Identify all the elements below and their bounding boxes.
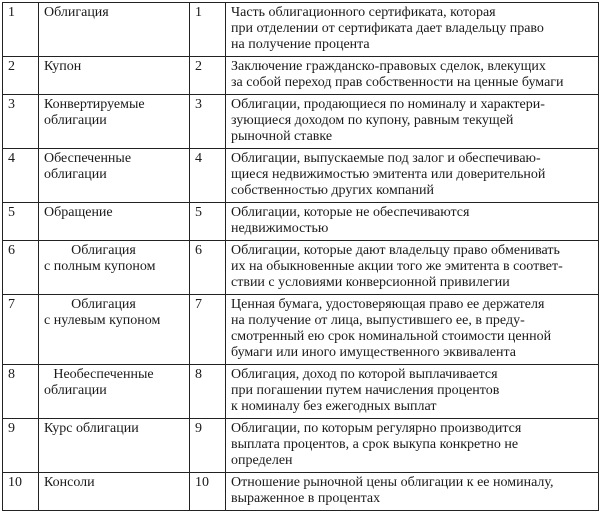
term-line: Конвертируемые [44,97,145,112]
definition-line: ствии с условиями конверсионной привилегии [231,275,510,290]
term-line: Облигация [71,297,136,312]
term-line: облигации [44,167,107,182]
table-body [3,3,599,511]
definition-line: бумаги или иного имущественного эквивалента [231,345,516,360]
right-number-cell: 9 [190,419,226,473]
definition-line: за собой переход прав собственности на ценные бумаги [231,75,564,90]
definition-cell [226,203,599,241]
right-number-cell: 1 [190,3,226,57]
term-line: Необеспеченные [53,367,154,382]
left-number-cell: 10 [3,473,39,511]
term-cell [39,473,190,511]
definition-line: при отделении от сертификата дает владельцу право [231,21,544,36]
right-number-cell: 2 [190,57,226,95]
table-row [3,295,599,365]
definition-line: собственностью других компаний [231,183,434,198]
left-number-cell: 8 [3,365,39,419]
definition-cell [226,419,599,473]
definition-line: выраженное в процентах [231,491,381,506]
left-number-cell: 3 [3,95,39,149]
term-line: облигации [44,113,107,128]
definition-line: к номиналу без ежегодных выплат [231,399,437,414]
definition-cell [226,3,599,57]
definition-line: их на обыкновенные акции того же эмитента в соответ- [231,259,563,274]
right-number-cell: 4 [190,149,226,203]
term-cell [39,295,190,365]
term-cell [39,57,190,95]
term-line: облигации [44,383,107,398]
definition-line: Отношение рыночной цены облигации к ее номиналу, [231,475,554,490]
table-row [3,419,599,473]
right-number-cell: 7 [190,295,226,365]
left-number-cell: 5 [3,203,39,241]
term-line: Обеспеченные [44,151,132,166]
definition-line: Облигации, продающиеся по номиналу и характери- [231,97,545,112]
definition-line: выплата процентов, а срок выкупа конкретно не [231,437,519,452]
term-line: Курс облигации [44,421,139,436]
definition-line: Заключение гражданско-правовых сделок, влекущих [231,59,546,74]
right-number-cell: 6 [190,241,226,295]
right-number-cell: 3 [190,95,226,149]
table-row [3,203,599,241]
definition-line: недвижимостью [231,221,329,236]
definition-cell [226,57,599,95]
table-row [3,241,599,295]
term-cell [39,149,190,203]
definition-line: при погашении путем начисления процентов [231,383,500,398]
term-cell [39,95,190,149]
table-row [3,365,599,419]
definition-line: на получение от лица, выпустившего ее, в преду- [231,313,525,328]
term-line: Обращение [44,205,113,220]
left-number-cell: 4 [3,149,39,203]
definition-cell [226,365,599,419]
term-line: с полным купоном [44,259,156,274]
definition-cell [226,95,599,149]
right-number-cell: 5 [190,203,226,241]
definition-line: Облигация, доход по которой выплачивается [231,367,498,382]
definition-line: щиеся недвижимостью эмитента или доверительной [231,167,546,182]
table-row [3,473,599,511]
term-cell [39,203,190,241]
table-row [3,149,599,203]
term-line: Купон [44,59,82,74]
table-row [3,3,599,57]
term-cell [39,241,190,295]
term-line: Облигация [44,5,109,20]
right-number-cell: 10 [190,473,226,511]
definition-line: Облигации, по которым регулярно производится [231,421,522,436]
definition-cell [226,473,599,511]
term-cell [39,365,190,419]
definition-cell [226,149,599,203]
left-number-cell: 2 [3,57,39,95]
definition-line: Ценная бумага, удостоверяющая право ее держателя [231,297,545,312]
definition-line: Облигации, выпускаемые под залог и обеспечиваю- [231,151,541,166]
definition-line: Облигации, которые дают владельцу право обменивать [231,243,560,258]
right-number-cell: 8 [190,365,226,419]
definition-line: зующиеся доходом по купону, равным текущей [231,113,514,128]
definition-line: определен [231,453,293,468]
table-row [3,57,599,95]
term-line: Облигация [71,243,136,258]
definition-cell [226,295,599,365]
left-number-cell: 1 [3,3,39,57]
left-number-cell: 7 [3,295,39,365]
definition-line: Облигации, которые не обеспечиваются [231,205,470,220]
definition-line: Часть облигационного сертификата, которая [231,5,496,20]
left-number-cell: 6 [3,241,39,295]
term-line: с нулевым купоном [44,313,161,328]
term-cell [39,419,190,473]
definition-line: рыночной ставке [231,129,333,144]
term-cell [39,3,190,57]
definition-line: на получение процента [231,37,370,52]
term-line: Консоли [44,475,95,490]
table-row [3,95,599,149]
definition-line: смотренный ею срок номинальной стоимости ценной [231,329,552,344]
left-number-cell: 9 [3,419,39,473]
definition-cell [226,241,599,295]
matching-table [2,2,599,511]
